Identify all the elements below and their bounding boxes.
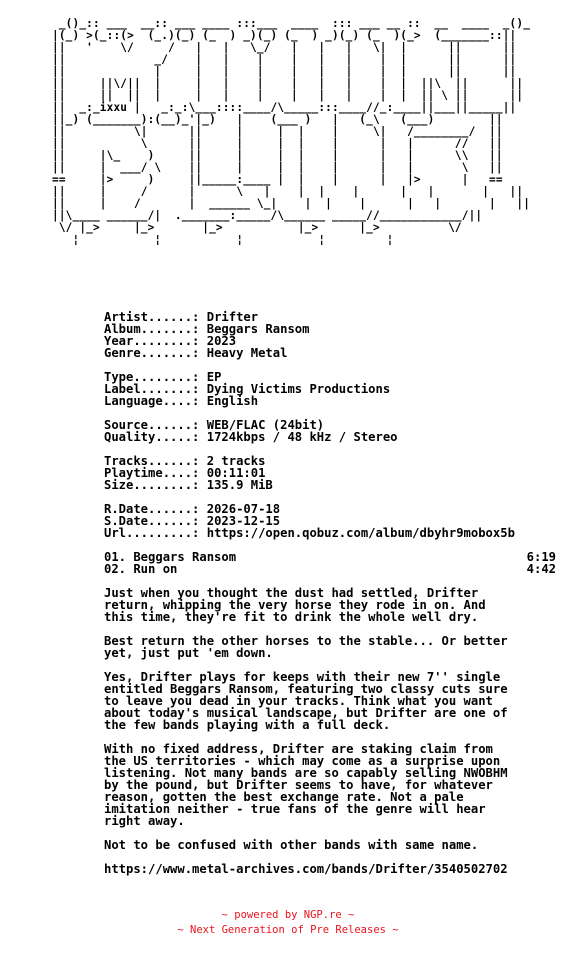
info-source: Source......: WEB/FLAC (24bit) [104,418,325,432]
info-type: Type........: EP [104,370,222,384]
track-title: 02. Run on [104,562,178,576]
description-paragraph: Yes, Drifter plays for keeps with their new 7'' single entitled Beggars Ransom, featuring two classy cuts sure to leave you dead in your tracks. Think what you want about today's musical landscape, but Drifter are one of the few bands playing with a full deck. [104,670,508,732]
description-paragraph: Just when you thought the dust had settled, Drifter return, whipping the very horse they rode in on. And this time, they're fit to drink the whole well dry. [104,586,486,624]
track-title: 01. Beggars Ransom [104,550,237,564]
ascii-art-logo: _()_:: ___ __:: ___ ____ :::___ ____ ::: ___ __ :: __ ____ _()_ |(_) >(_::(> (_.)(_) (_ ) _)(_) (_ ) _)(_) (_ )(_> (_______::|| || ' \/ / | | \_/ | | | \| | || || || _/ | | | | | | | | || || || | | | | | | | | | || || || ||\/|| | | | | | | | | | ||\ || || || || || | | | | | | | | | || \ || || || _:_ixxu | _:_:\___::::____/\_____:::____//_:____||___||_____|| ||_) (_______):(__)_'|_) | (___ ) | (_\ (___) || || \| || | | | | \| /________/ || || \ || | | | | | | // || || |\_ ) || | | | | | | \\ || || | ___/ \ || | | | | | | \ || == |> ) ||_____:____ | | | | |> | == || | / | \ | | | | | | | || || | / | ______ \_| | | | | | | || ||\____ ______/| ._______:_____/\______ _____//____________/|| \/ |_> |_> |_> |_> |_> \/ ¦ ¦ ¦ ¦ ¦ [52,17,531,246]
description-paragraph: With no fixed address, Drifter are staking claim from the US territories - which may come as a surprise upon listening. Not many bands are so capably selling NWOBHM by the pound, but Drifter seems to have, for whatever reason, gotten the best exchange rate. Not a pale imitation neither - true fans of the genre will hear right away. [104,742,508,828]
info-label: Label.......: Dying Victims Productions [104,382,391,396]
info-playtime: Playtime....: 00:11:01 [104,466,266,480]
info-year: Year........: 2023 [104,334,237,348]
info-album: Album.......: Beggars Ransom [104,322,310,336]
info-block-size [104,455,556,491]
info-artist: Artist......: Drifter [104,310,259,324]
qobuz-link[interactable]: https://open.qobuz.com/album/dbyhr9mobox5b [206,526,515,540]
info-block-release [104,371,556,407]
release-info [104,311,556,875]
description-paragraph: Not to be confused with other bands with same name. [104,838,479,852]
tracklist [104,551,556,575]
footer [0,908,576,938]
metal-archives-link[interactable]: https://www.metal-archives.com/bands/Drifter/3540502702 [104,862,508,876]
info-quality: Quality.....: 1724kbps / 48 kHz / Stereo [104,430,398,444]
track-row [104,563,556,575]
info-language: Language....: English [104,394,259,408]
tagline-text: ~ Next Generation of Pre Releases ~ [177,924,399,936]
info-tracks: Tracks......: 2 tracks [104,454,266,468]
info-url: Url.........: https://open.qobuz.com/album/dbyhr9mobox5b [104,526,515,540]
info-release-date: R.Date......: 2026-07-18 [104,502,281,516]
powered-by-text: ~ powered by NGP.re ~ [221,909,355,921]
description-paragraph: Best return the other horses to the stable... Or better yet, just put 'em down. [104,634,508,660]
info-block-basic [104,311,556,359]
track-duration: 4:42 [526,562,556,576]
info-scene-date: S.Date......: 2023-12-15 [104,514,281,528]
info-genre: Genre.......: Heavy Metal [104,346,288,360]
info-block-dates [104,503,556,539]
info-block-source [104,419,556,443]
track-duration: 6:19 [526,550,556,564]
info-size: Size........: 135.9 MiB [104,478,273,492]
